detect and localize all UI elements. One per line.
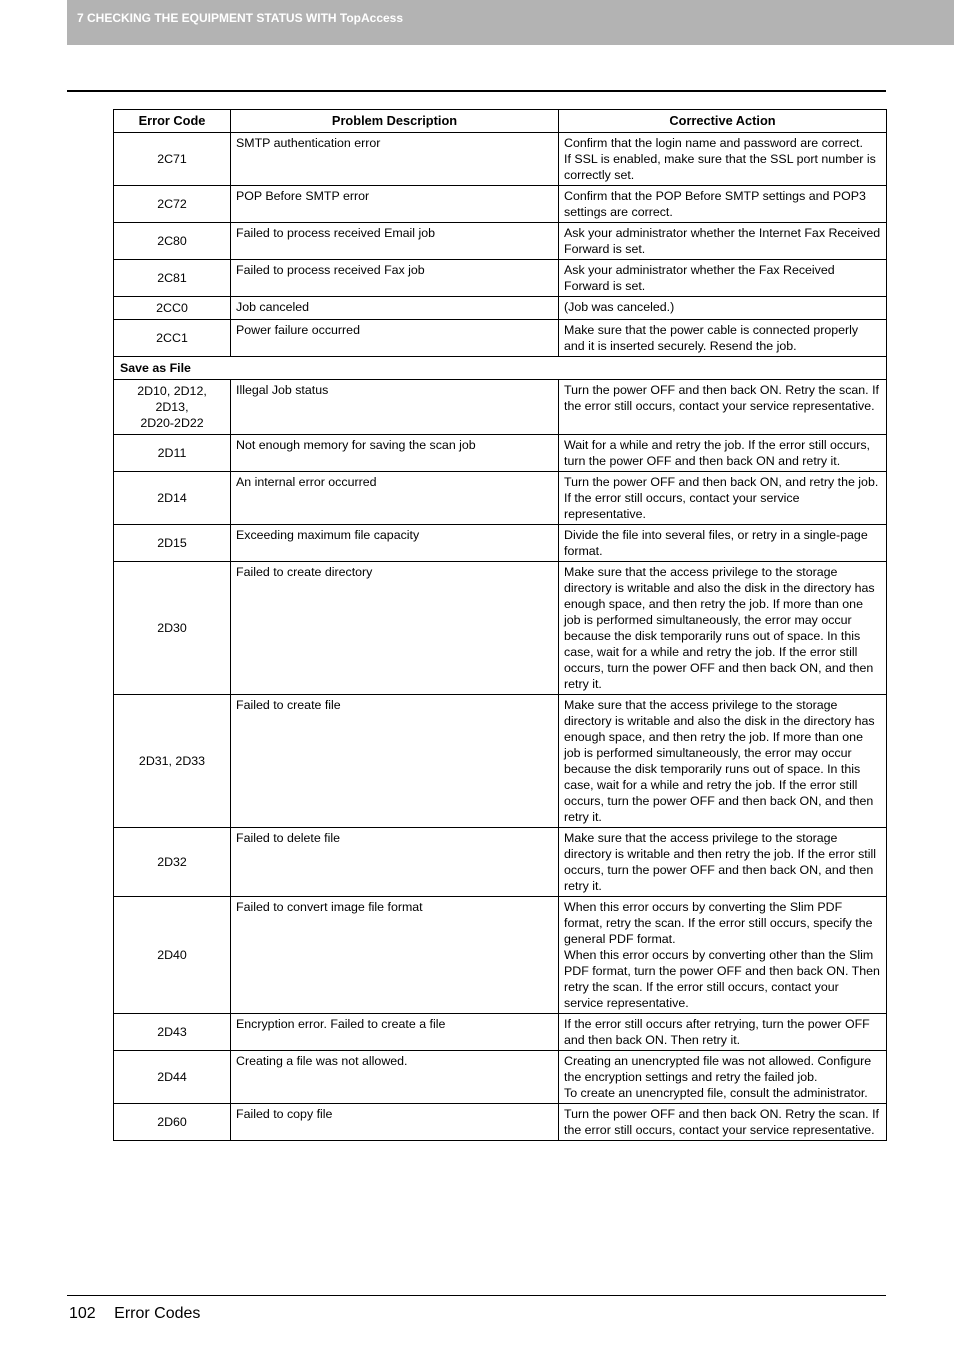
- problem-description-cell: Failed to create file: [231, 695, 559, 828]
- problem-description-cell: Not enough memory for saving the scan job: [231, 435, 559, 472]
- corrective-action-cell: Make sure that the access privilege to the storage directory is writable and also the disk in the directory has enough space, and then retry the job. If more than one job is performed simultaneously, the error may occur because the disk temporarily runs out of space. In this case, wait for a while and retry the job. If the error still occurs, turn the power OFF and then back ON, and then retry it.: [559, 562, 887, 695]
- chapter-title: 7 CHECKING THE EQUIPMENT STATUS WITH TopAccess: [77, 11, 404, 25]
- table-row: [114, 828, 887, 897]
- error-code-cell: 2D10, 2D12, 2D13, 2D20-2D22: [114, 380, 231, 435]
- error-code-cell: 2C80: [114, 223, 231, 260]
- problem-description-cell: Exceeding maximum file capacity: [231, 525, 559, 562]
- bottom-rule: [67, 1295, 886, 1296]
- corrective-action-cell: Divide the file into several files, or retry in a single-page format.: [559, 525, 887, 562]
- table-row: [114, 1104, 887, 1141]
- error-code-cell: 2D40: [114, 897, 231, 1014]
- table-row: [114, 223, 887, 260]
- error-code-cell: 2D30: [114, 562, 231, 695]
- corrective-action-cell: Turn the power OFF and then back ON. Retry the scan. If the error still occurs, contact your service representative.: [559, 380, 887, 435]
- problem-description-cell: Power failure occurred: [231, 320, 559, 357]
- column-header-corrective-action: Corrective Action: [559, 110, 887, 133]
- page-header: [67, 0, 954, 45]
- table-row: [114, 897, 887, 1014]
- error-code-cell: 2D43: [114, 1014, 231, 1051]
- column-header-error-code: Error Code: [114, 110, 231, 133]
- top-rule: [67, 90, 886, 92]
- table-row: [114, 186, 887, 223]
- table-row: [114, 472, 887, 525]
- problem-description-cell: Creating a file was not allowed.: [231, 1051, 559, 1104]
- corrective-action-cell: Make sure that the access privilege to the storage directory is writable and then retry the job. If the error still occurs, turn the power OFF and then back ON, and then retry it.: [559, 828, 887, 897]
- table-row: [114, 562, 887, 695]
- error-code-cell: 2D15: [114, 525, 231, 562]
- error-code-cell: 2D60: [114, 1104, 231, 1141]
- table-row: [114, 380, 887, 435]
- corrective-action-cell: If the error still occurs after retrying, turn the power OFF and then back ON. Then retry it.: [559, 1014, 887, 1051]
- problem-description-cell: Job canceled: [231, 297, 559, 320]
- error-code-cell: 2CC0: [114, 297, 231, 320]
- problem-description-cell: Failed to process received Email job: [231, 223, 559, 260]
- table-row: [114, 320, 887, 357]
- footer-section-title: Error Codes: [114, 1305, 201, 1322]
- problem-description-cell: Failed to delete file: [231, 828, 559, 897]
- problem-description-cell: Failed to process received Fax job: [231, 260, 559, 297]
- problem-description-cell: An internal error occurred: [231, 472, 559, 525]
- error-code-cell: 2C72: [114, 186, 231, 223]
- error-code-cell: 2D31, 2D33: [114, 695, 231, 828]
- error-code-cell: 2D32: [114, 828, 231, 897]
- table-row: [114, 260, 887, 297]
- problem-description-cell: Illegal Job status: [231, 380, 559, 435]
- table-row: [114, 1051, 887, 1104]
- problem-description-cell: Failed to copy file: [231, 1104, 559, 1141]
- corrective-action-cell: Confirm that the login name and password are correct. If SSL is enabled, make sure that the SSL port number is correctly set.: [559, 133, 887, 186]
- corrective-action-cell: Make sure that the power cable is connected properly and it is inserted securely. Resend the job.: [559, 320, 887, 357]
- table-row: [114, 525, 887, 562]
- table-row: [114, 1014, 887, 1051]
- column-header-problem-description: Problem Description: [231, 110, 559, 133]
- corrective-action-cell: When this error occurs by converting the Slim PDF format, retry the scan. If the error still occurs, specify the general PDF format. When this error occurs by converting other than the Slim PDF format, turn the power OFF and then back ON. Then retry the scan. If the error still occurs, contact your service representative.: [559, 897, 887, 1014]
- problem-description-cell: Failed to create directory: [231, 562, 559, 695]
- page-footer: [69, 1305, 200, 1323]
- error-code-table: [113, 109, 887, 1141]
- problem-description-cell: POP Before SMTP error: [231, 186, 559, 223]
- error-code-cell: 2D11: [114, 435, 231, 472]
- table-row: [114, 133, 887, 186]
- corrective-action-cell: Turn the power OFF and then back ON, and retry the job. If the error still occurs, contact your service representative.: [559, 472, 887, 525]
- error-code-cell: 2D44: [114, 1051, 231, 1104]
- error-code-cell: 2D14: [114, 472, 231, 525]
- table-row: [114, 695, 887, 828]
- table-row: [114, 297, 887, 320]
- corrective-action-cell: Make sure that the access privilege to the storage directory is writable and also the disk in the directory has enough space, and then retry the job. If more than one job is performed simultaneously, the error may occur because the disk temporarily runs out of space. In this case, wait for a while and retry the job. If the error still occurs, turn the power OFF and then back ON, and then retry it.: [559, 695, 887, 828]
- error-code-cell: 2C71: [114, 133, 231, 186]
- corrective-action-cell: (Job was canceled.): [559, 297, 887, 320]
- problem-description-cell: Encryption error. Failed to create a file: [231, 1014, 559, 1051]
- error-code-cell: 2CC1: [114, 320, 231, 357]
- page-number: 102: [69, 1305, 96, 1322]
- corrective-action-cell: Confirm that the POP Before SMTP settings and POP3 settings are correct.: [559, 186, 887, 223]
- section-title: Save as File: [114, 357, 887, 380]
- corrective-action-cell: Wait for a while and retry the job. If the error still occurs, turn the power OFF and then back ON and retry it.: [559, 435, 887, 472]
- table-header-row: [114, 110, 887, 133]
- table-body: [114, 133, 887, 1141]
- section-row: [114, 357, 887, 380]
- problem-description-cell: SMTP authentication error: [231, 133, 559, 186]
- error-code-cell: 2C81: [114, 260, 231, 297]
- corrective-action-cell: Ask your administrator whether the Internet Fax Received Forward is set.: [559, 223, 887, 260]
- corrective-action-cell: Creating an unencrypted file was not allowed. Configure the encryption settings and retry the failed job. To create an unencrypted file, consult the administrator.: [559, 1051, 887, 1104]
- corrective-action-cell: Ask your administrator whether the Fax Received Forward is set.: [559, 260, 887, 297]
- corrective-action-cell: Turn the power OFF and then back ON. Retry the scan. If the error still occurs, contact your service representative.: [559, 1104, 887, 1141]
- problem-description-cell: Failed to convert image file format: [231, 897, 559, 1014]
- table-row: [114, 435, 887, 472]
